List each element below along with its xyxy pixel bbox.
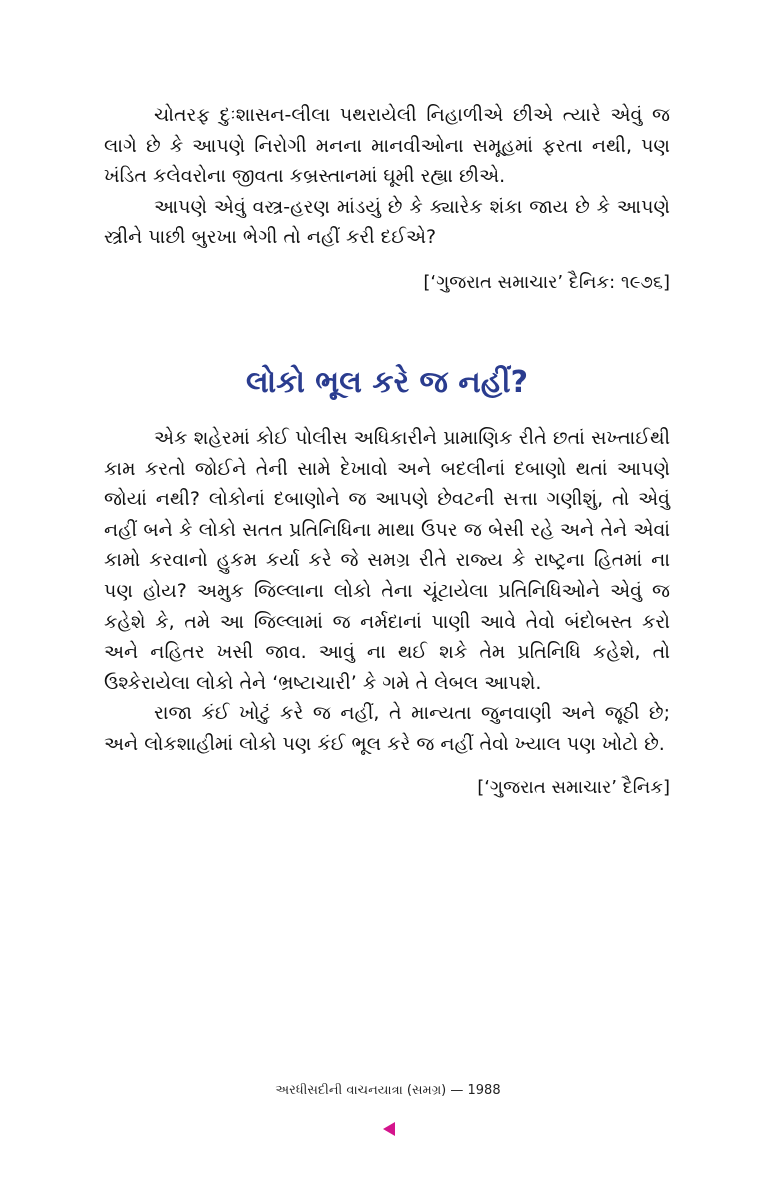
page-content — [104, 100, 670, 802]
page-footer: અરધીસદીની વાચનયાત્રા (સમગ્ર) — 1988 — [275, 1083, 501, 1098]
article-2 — [104, 361, 670, 802]
article-2-paragraph-2: રાજા કંઈ ખોટું કરે જ નહીં, તે માન્યતા જુનવાણી અને જૂઠી છે; અને લોકશાહીમાં લોકો પણ કંઈ ભૂલ કરે જ નહીં તેવો ખ્યાલ પણ ખોટો છે. — [104, 702, 670, 755]
article-2-source: [‘ગુજરાત સમાચાર’ દૈનિક] — [477, 776, 670, 798]
triangle-left-icon[interactable] — [383, 1122, 395, 1136]
article-1-paragraph-2: આપણે એવું વસ્ત્ર-હરણ માંડયું છે કે ક્યારેક શંકા જાય છે કે આપણે સ્ત્રીને પાછી બુરખા ભેગી તો નહીં કરી દઈએ? — [104, 195, 670, 249]
article-2-paragraph-1: એક શહેરમાં કોઈ પોલીસ અધિકારીને પ્રામાણિક રીતે છતાં સખ્તાઈથી કામ કરતો જોઈને તેની સામે દેખાવો અને બદલીનાં દબાણો થતાં આપણે જોયાં નથી? લોકોનાં દબાણોને જ આપણે છેવટની સત્તા ગણીશું, તો એવું નહીં બને કે લોકો સતત પ્રતિનિધિના માથા ઉપર જ બેસી રહે અને તેને એવાં કામો કરવાનો હુકમ કર્યા કરે જે સમગ્ર રીતે રાજ્ય કે રાષ્ટ્રના હિતમાં ના પણ હોય? અમુક જિલ્લાના લોકો તેના ચૂંટાયેલા પ્રતિનિધિઓને એવું જ કહેશે કે, તમે આ જિલ્લામાં જ નર્મદાનાં પાણી આવે તેવો બંદોબસ્ત કરો અને નહિતર ખસી જાવ. આવું ના થઈ શકે તેમ પ્રતિનિધિ કહેશે, તો ઉશ્કેરાયેલા લોકો તેને ‘ભ્રષ્ટાચારી’ કે ગમે તે લેબલ આપશે. — [104, 426, 670, 694]
article-1 — [104, 100, 670, 297]
article-1-paragraph-1: ચોતરફ દુઃશાસન-લીલા પથરાયેલી નિહાળીએ છીએ ત્યારે એવું જ લાગે છે કે આપણે નિરોગી મનના માનવીઓના સમૂહમાં ફરતા નથી, પણ ખંડિત કલેવરોના જીવતા કબ્રસ્તાનમાં ઘૂમી રહ્યા છીએ. — [104, 104, 670, 188]
article-1-source: [‘ગુજરાત સમાચાર’ દૈનિક: ૧૯૭૬] — [423, 271, 670, 293]
article-2-title: લોકો ભૂલ કરે જ નહીં? — [245, 364, 529, 400]
